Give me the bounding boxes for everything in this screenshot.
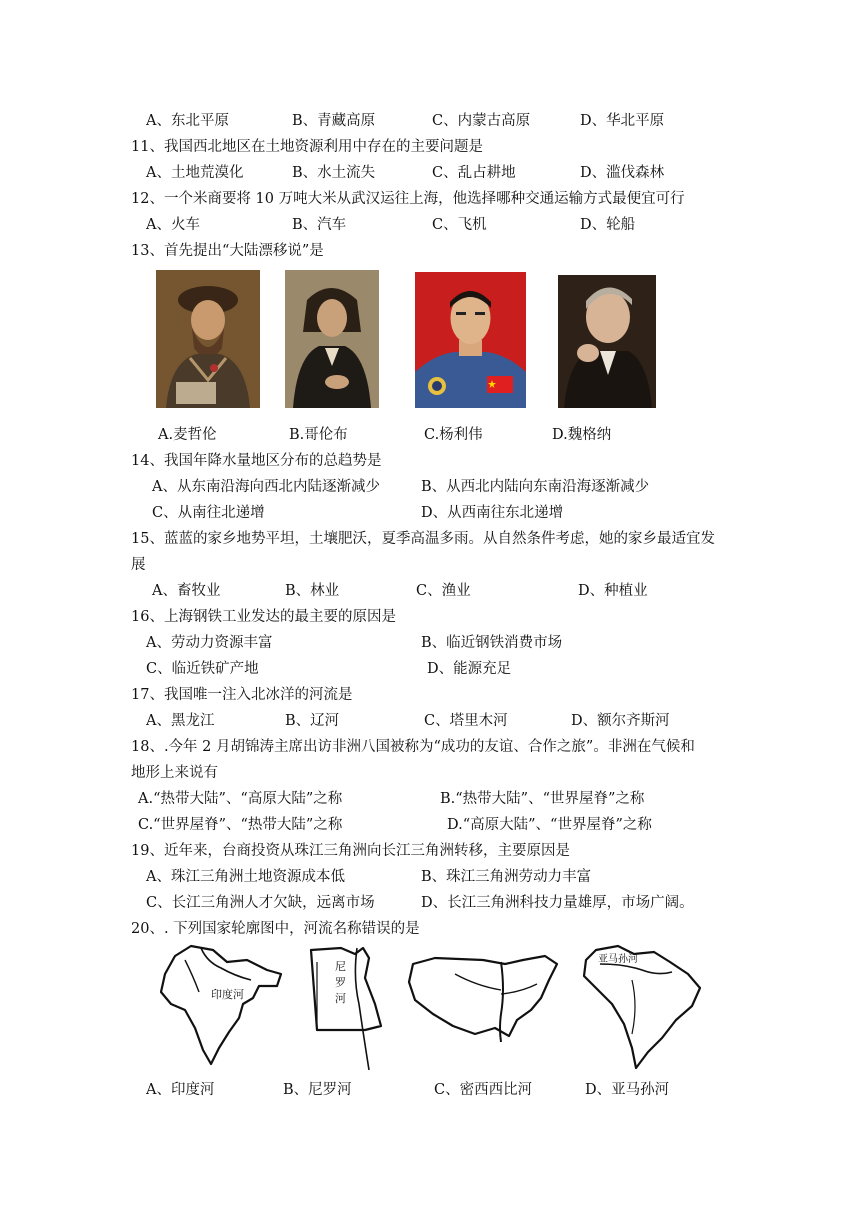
portrait-columbus: [285, 270, 379, 408]
q12-stem: 12、一个米商要将 10 万吨大米从武汉运往上海，他选择哪种交通运输方式最便宜可行: [131, 191, 685, 207]
map-egypt: [305, 942, 383, 1074]
q17-option-c: C、塔里木河: [424, 713, 508, 729]
q17-option-a: A、黑龙江: [146, 713, 215, 729]
q20-stem: 20、. 下列国家轮廓图中，河流名称错误的是: [131, 921, 420, 937]
q17-option-b: B、辽河: [285, 713, 340, 729]
portrait-magellan: [156, 270, 260, 408]
q10-option-d: D、华北平原: [580, 113, 665, 129]
map-label-indus: 印度河: [211, 988, 244, 1001]
q16-option-b: B、临近钢铁消费市场: [421, 635, 563, 651]
map-usa: [405, 950, 562, 1050]
q11-option-b: B、水土流失: [292, 165, 376, 181]
q18-option-a: A.“热带大陆”、“高原大陆”之称: [138, 791, 343, 807]
q10-option-b: B、青藏高原: [292, 113, 376, 129]
q15-stem: 15、蓝蓝的家乡地势平坦，土壤肥沃，夏季高温多雨。从自然条件考虑，她的家乡最适宜发: [131, 531, 715, 547]
map-label-nile-2: 罗: [335, 976, 346, 989]
q17-option-d: D、额尔齐斯河: [571, 713, 670, 729]
q20-option-d: D、亚马孙河: [585, 1082, 670, 1098]
q14-option-a: A、从东南沿海向西北内陆逐渐减少: [152, 479, 380, 495]
q13-option-d: D.魏格纳: [552, 427, 612, 443]
q19-option-a: A、珠江三角洲土地资源成本低: [146, 869, 345, 885]
q18-stem-cont: 地形上来说有: [131, 765, 218, 781]
q16-stem: 16、上海钢铁工业发达的最主要的原因是: [131, 609, 396, 625]
q12-option-b: B、汽车: [292, 217, 347, 233]
q18-option-c: C.“世界屋脊”、“热带大陆”之称: [138, 817, 343, 833]
q19-stem: 19、近年来，台商投资从珠江三角洲向长江三角洲转移，主要原因是: [131, 843, 570, 859]
q20-option-c: C、密西西比河: [434, 1082, 533, 1098]
q20-option-a: A、印度河: [146, 1082, 215, 1098]
q19-option-d: D、长江三角洲科技力量雄厚，市场广阔。: [421, 895, 694, 911]
q16-option-d: D、能源充足: [427, 661, 512, 677]
q14-option-c: C、从南往北递增: [152, 505, 265, 521]
q18-option-d: D.“高原大陆”、“世界屋脊”之称: [447, 817, 652, 833]
q13-stem: 13、首先提出“大陆漂移说”是: [131, 243, 324, 259]
q15-option-c: C、渔业: [416, 583, 471, 599]
q16-option-a: A、劳动力资源丰富: [146, 635, 273, 651]
q13-option-a: A.麦哲伦: [158, 427, 217, 443]
q19-option-c: C、长江三角洲人才欠缺，远离市场: [146, 895, 375, 911]
map-south-america: [576, 940, 704, 1072]
q12-option-a: A、火车: [146, 217, 200, 233]
q14-option-d: D、从西南往东北递增: [421, 505, 564, 521]
q12-option-c: C、飞机: [432, 217, 487, 233]
map-label-nile-1: 尼: [335, 960, 346, 973]
map-label-amazon: 亚马孙河: [598, 954, 638, 965]
q11-option-d: D、滥伐森林: [580, 165, 665, 181]
q11-stem: 11、我国西北地区在土地资源利用中存在的主要问题是: [131, 139, 483, 155]
q15-option-b: B、林业: [285, 583, 340, 599]
q14-stem: 14、我国年降水量地区分布的总趋势是: [131, 453, 382, 469]
q20-option-b: B、尼罗河: [283, 1082, 352, 1098]
map-india: [155, 940, 287, 1072]
q13-option-c: C.杨利伟: [424, 427, 483, 443]
q18-stem: 18、.今年 2 月胡锦涛主席出访非洲八国被称为“成功的友谊、合作之旅”。非洲在气候和: [131, 739, 695, 755]
map-label-nile-3: 河: [335, 992, 346, 1005]
q10-option-a: A、东北平原: [146, 113, 229, 129]
q12-option-d: D、轮船: [580, 217, 636, 233]
portrait-wegener: [558, 275, 656, 408]
q19-option-b: B、珠江三角洲劳动力丰富: [421, 869, 592, 885]
q17-stem: 17、我国唯一注入北冰洋的河流是: [131, 687, 353, 703]
q15-option-a: A、畜牧业: [152, 583, 221, 599]
q14-option-b: B、从西北内陆向东南沿海逐渐减少: [421, 479, 650, 495]
q16-option-c: C、临近铁矿产地: [146, 661, 259, 677]
q18-option-b: B.“热带大陆”、“世界屋脊”之称: [440, 791, 645, 807]
q15-option-d: D、种植业: [578, 583, 648, 599]
q10-option-c: C、内蒙古高原: [432, 113, 531, 129]
q11-option-a: A、土地荒漠化: [146, 165, 244, 181]
q15-stem-cont: 展: [131, 557, 146, 573]
q13-option-b: B.哥伦布: [289, 427, 348, 443]
q11-option-c: C、乱占耕地: [432, 165, 516, 181]
portrait-yang-liwei: [415, 272, 526, 408]
